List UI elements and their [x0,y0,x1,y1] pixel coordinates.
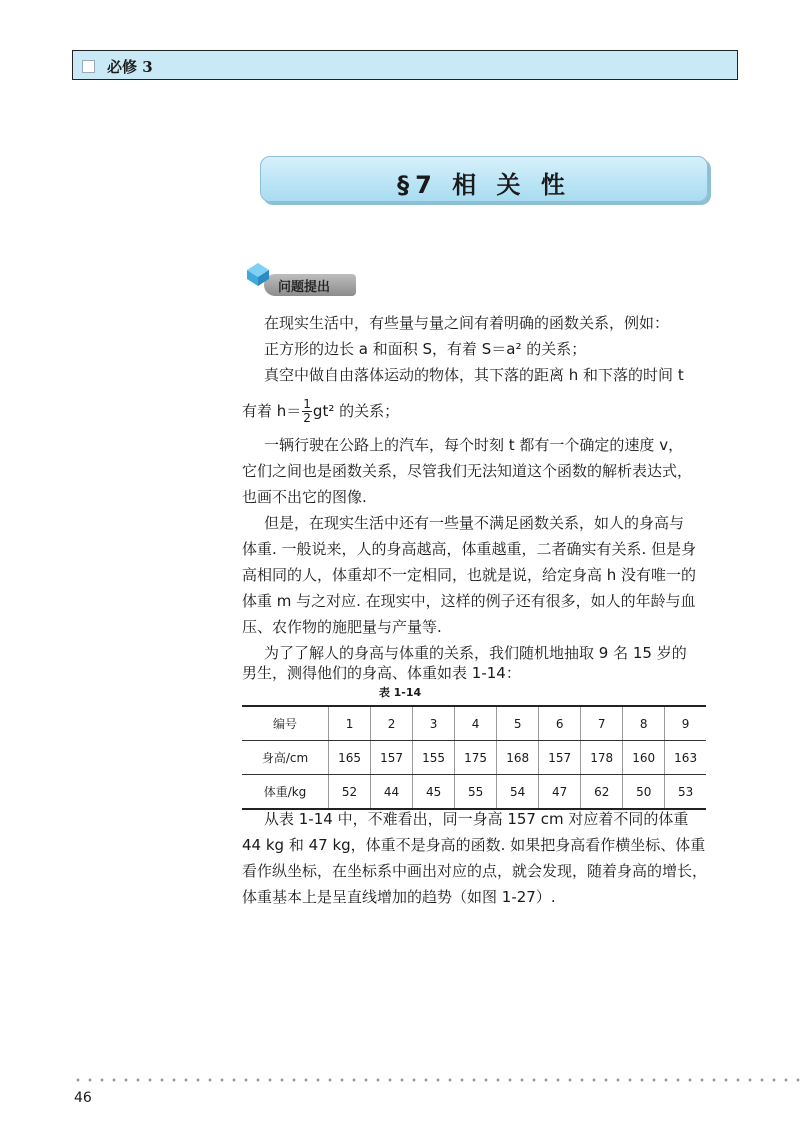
table-cell: 62 [581,775,623,810]
table-cell: 8 [623,706,665,741]
data-table [242,705,706,810]
paragraph-line: 真空中做自由落体运动的物体，其下落的距离 h 和下落的时间 t [264,366,684,384]
table-cell: 3 [413,706,455,741]
table-cell: 45 [413,775,455,810]
running-header [72,50,738,80]
table-cell: 4 [455,706,497,741]
paragraph-line: 体重 m 与之对应. 在现实中，这样的例子还有很多，如人的年龄与血 [242,592,696,610]
row-header: 体重/kg [242,775,329,810]
table-cell: 55 [455,775,497,810]
table-row [242,775,706,810]
paragraph-line: 也画不出它的图像. [242,488,367,506]
formula-line [242,398,399,425]
paragraph-line: 压、农作物的施肥量与产量等. [242,618,442,636]
table-cell: 6 [539,706,581,741]
table-row [242,741,706,775]
fraction [302,398,312,425]
table-cell: 54 [497,775,539,810]
table-cell: 163 [665,741,706,775]
table-cell: 9 [665,706,706,741]
table-cell: 50 [623,775,665,810]
paragraph-line: 男生，测得他们的身高、体重如表 1-14： [242,664,521,682]
paragraph-line: 在现实生活中，有些量与量之间有着明确的函数关系，例如： [264,314,670,332]
table-cell: 7 [581,706,623,741]
paragraph-line: 它们之间也是函数关系，尽管我们无法知道这个函数的解析表达式， [242,462,693,480]
row-header: 编号 [242,706,329,741]
paragraph-line: 但是，在现实生活中还有一些量不满足函数关系，如人的身高与 [264,514,685,532]
section-banner [260,156,708,202]
table-cell: 2 [371,706,413,741]
section-title: §7 相 关 性 [397,171,571,199]
formula-suffix: gt² 的关系； [312,402,400,420]
paragraph-line: 为了了解人的身高与体重的关系，我们随机地抽取 9 名 15 岁的 [264,644,687,662]
row-header: 身高/cm [242,741,329,775]
table-cell: 175 [455,741,497,775]
paragraph-line: 高相同的人，体重却不一定相同，也就是说，给定身高 h 没有唯一的 [242,566,697,584]
paragraph-line: 从表 1-14 中，不难看出，同一身高 157 cm 对应着不同的体重 [264,810,689,828]
table-cell: 5 [497,706,539,741]
header-square-icon [82,60,95,73]
paragraph-line: 体重. 一般说来，人的身高越高，体重越重，二者确实有关系. 但是身 [242,540,697,558]
paragraph-line: 正方形的边长 a 和面积 S，有着 S＝a² 的关系； [264,340,587,358]
table-cell: 157 [539,741,581,775]
fraction-denominator: 2 [303,411,311,425]
table-cell: 53 [665,775,706,810]
table-cell: 160 [623,741,665,775]
table-cell: 47 [539,775,581,810]
table-cell: 168 [497,741,539,775]
paragraph-line: 看作纵坐标，在坐标系中画出对应的点，就会发现，随着身高的增长， [242,862,708,880]
table-row [242,706,706,741]
problem-tag [242,258,362,298]
problem-label: 问题提出 [278,280,331,295]
header-text: 必修 3 [107,58,153,76]
footer-dotted-rule [72,1078,800,1082]
table-cell: 52 [329,775,371,810]
table-cell: 44 [371,775,413,810]
table-cell: 165 [329,741,371,775]
page-number: 46 [74,1090,92,1106]
table-caption: 表 1-14 [378,686,422,699]
formula-prefix: 有着 h＝ [242,402,302,420]
paragraph-line: 44 kg 和 47 kg，体重不是身高的函数. 如果把身高看作横坐标、体重 [242,836,706,854]
table-cell: 157 [371,741,413,775]
blue-book-icon [244,260,272,288]
table-cell: 1 [329,706,371,741]
table-cell: 155 [413,741,455,775]
paragraph-line: 体重基本上是呈直线增加的趋势（如图 1-27）. [242,888,556,906]
paragraph-line: 一辆行驶在公路上的汽车，每个时刻 t 都有一个确定的速度 v， [264,436,684,454]
table-cell: 178 [581,741,623,775]
fraction-numerator: 1 [303,397,311,411]
